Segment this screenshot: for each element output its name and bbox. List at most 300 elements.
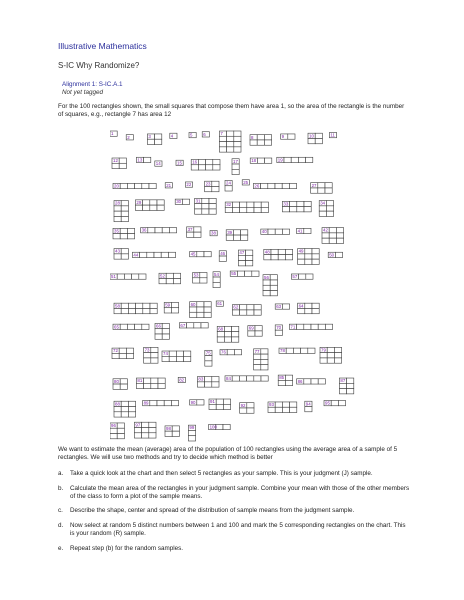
unit-square bbox=[257, 158, 264, 163]
rectangle-65 bbox=[113, 324, 149, 329]
rectangle-number: 51 bbox=[111, 274, 116, 280]
unit-square bbox=[301, 348, 308, 353]
unit-square bbox=[305, 249, 312, 254]
unit-square bbox=[188, 430, 195, 435]
rectangle-66 bbox=[155, 323, 169, 339]
unit-square bbox=[200, 273, 207, 278]
rectangle-29 bbox=[135, 200, 164, 211]
rectangle-number: 10 bbox=[309, 133, 314, 139]
unit-square bbox=[336, 228, 343, 233]
unit-square bbox=[127, 324, 134, 329]
unit-square bbox=[121, 303, 128, 308]
rectangle-number: 14 bbox=[155, 161, 161, 167]
task-steps bbox=[58, 470, 410, 559]
rectangle-number: 7 bbox=[220, 131, 223, 137]
unit-square bbox=[318, 183, 325, 188]
step-d bbox=[58, 522, 410, 538]
rectangle-number: 57 bbox=[292, 274, 298, 280]
rectangle-25 bbox=[242, 180, 249, 185]
unit-square bbox=[110, 434, 117, 439]
rectangle-27 bbox=[311, 183, 333, 194]
rectangle-number: 28 bbox=[115, 200, 120, 206]
unit-square bbox=[136, 383, 143, 388]
unit-square bbox=[306, 157, 313, 162]
rectangle-67 bbox=[179, 323, 208, 328]
unit-square bbox=[155, 334, 162, 339]
rectangle-2 bbox=[126, 135, 133, 140]
rectangle-number: 100 bbox=[209, 424, 217, 430]
unit-square bbox=[172, 426, 179, 431]
unit-square bbox=[254, 305, 261, 310]
unit-square bbox=[157, 205, 164, 210]
unit-square bbox=[151, 353, 158, 358]
unit-square bbox=[205, 377, 212, 382]
brand-name[interactable]: Illustrative Mathematics bbox=[58, 41, 147, 51]
unit-square bbox=[184, 356, 191, 361]
rectangle-54 bbox=[213, 272, 220, 288]
unit-square bbox=[240, 305, 247, 310]
rectangle-number: 21 bbox=[166, 182, 172, 188]
rectangle-21 bbox=[165, 183, 172, 188]
unit-square bbox=[223, 399, 230, 404]
rectangle-number: 6 bbox=[203, 131, 206, 137]
unit-square bbox=[247, 207, 254, 212]
unit-square bbox=[305, 308, 312, 313]
rectangle-number: 4 bbox=[170, 133, 174, 139]
unit-square bbox=[254, 359, 261, 364]
unit-square bbox=[246, 255, 253, 260]
unit-square bbox=[128, 412, 135, 417]
rectangle-49 bbox=[298, 249, 320, 265]
unit-square bbox=[205, 356, 212, 361]
rectangle-number: 39 bbox=[227, 229, 233, 235]
unit-square bbox=[223, 404, 230, 409]
unit-square bbox=[315, 133, 322, 138]
unit-square bbox=[149, 422, 156, 427]
unit-square bbox=[114, 308, 121, 313]
unit-square bbox=[139, 274, 146, 279]
unit-square bbox=[219, 142, 226, 147]
unit-square bbox=[297, 201, 304, 206]
unit-square bbox=[227, 136, 234, 141]
rectangle-37 bbox=[187, 227, 201, 238]
unit-square bbox=[232, 164, 239, 169]
rectangle-number: 40 bbox=[261, 229, 267, 235]
step-text: Repeat step (b) for the random samples. bbox=[70, 544, 184, 552]
unit-square bbox=[338, 400, 345, 405]
unit-square bbox=[311, 324, 318, 329]
rectangle-number: 16 bbox=[192, 159, 198, 165]
step-label: d. bbox=[58, 521, 64, 529]
unit-square bbox=[347, 378, 354, 383]
unit-square bbox=[326, 201, 333, 206]
rectangle-35 bbox=[113, 228, 135, 239]
unit-square bbox=[142, 324, 149, 329]
rectangle-16 bbox=[191, 159, 220, 170]
rectangle-number: 85 bbox=[279, 375, 285, 381]
unit-square bbox=[261, 354, 268, 359]
unit-square bbox=[164, 308, 171, 313]
unit-square bbox=[150, 205, 157, 210]
unit-square bbox=[257, 140, 264, 145]
unit-square bbox=[232, 326, 239, 331]
rectangle-89 bbox=[143, 400, 179, 405]
unit-square bbox=[128, 401, 135, 406]
unit-square bbox=[121, 401, 128, 406]
rectangle-number: 95 bbox=[325, 400, 330, 406]
rectangle-number: 58 bbox=[115, 303, 120, 309]
unit-square bbox=[282, 207, 289, 212]
step-label: c. bbox=[58, 507, 63, 515]
unit-square bbox=[162, 356, 169, 361]
rectangle-30 bbox=[175, 199, 189, 204]
unit-square bbox=[329, 228, 336, 233]
rectangle-number: 13 bbox=[137, 157, 143, 163]
unit-square bbox=[148, 228, 155, 233]
unit-square bbox=[312, 303, 319, 308]
rectangle-86 bbox=[297, 379, 326, 384]
unit-square bbox=[169, 356, 176, 361]
rectangle-15 bbox=[176, 160, 183, 165]
unit-square bbox=[117, 423, 124, 428]
rectangle-number: 26 bbox=[254, 183, 260, 189]
unit-square bbox=[195, 204, 202, 209]
unit-square bbox=[264, 140, 271, 145]
unit-square bbox=[304, 228, 311, 233]
unit-square bbox=[239, 376, 246, 381]
unit-square bbox=[339, 383, 346, 388]
unit-square bbox=[187, 323, 194, 328]
unit-square bbox=[134, 428, 141, 433]
unit-square bbox=[232, 207, 239, 212]
unit-square bbox=[320, 358, 327, 363]
unit-square bbox=[147, 139, 154, 144]
unit-square bbox=[197, 302, 204, 307]
unit-square bbox=[246, 250, 253, 255]
unit-square bbox=[120, 228, 127, 233]
task-intro: We want to estimate the mean (average) area of the population of 100 rectangles using the average area of a sample of 5 rectangles. We will use two methods and try to decide which method is better bbox=[58, 446, 398, 462]
unit-square bbox=[263, 291, 270, 296]
unit-square bbox=[288, 134, 295, 139]
unit-square bbox=[190, 307, 197, 312]
rectangle-number: 46 bbox=[220, 250, 226, 256]
unit-square bbox=[319, 211, 326, 216]
rectangle-number: 74 bbox=[163, 351, 168, 357]
unit-square bbox=[114, 206, 121, 211]
rectangle-77 bbox=[254, 349, 268, 370]
rectangle-number: 33 bbox=[283, 201, 289, 207]
unit-square bbox=[142, 428, 149, 433]
unit-square bbox=[252, 271, 259, 276]
unit-square bbox=[127, 183, 134, 188]
unit-square bbox=[320, 353, 327, 358]
rectangle-number: 71 bbox=[290, 324, 296, 330]
rectangle-99 bbox=[188, 425, 195, 441]
rectangle-number: 52 bbox=[160, 273, 165, 279]
unit-square bbox=[150, 308, 157, 313]
intro-paragraph: For the 100 rectangles shown, the small squares that compose them have area 1, so the area of the rectangle is the number of squares, e.g., rectangle 7 has area 12 bbox=[58, 103, 405, 119]
unit-square bbox=[150, 400, 157, 405]
unit-square bbox=[312, 308, 319, 313]
unit-square bbox=[248, 331, 255, 336]
unit-square bbox=[117, 434, 124, 439]
unit-square bbox=[334, 358, 341, 363]
unit-square bbox=[311, 379, 318, 384]
unit-square bbox=[135, 183, 142, 188]
unit-square bbox=[120, 183, 127, 188]
unit-square bbox=[151, 347, 158, 352]
unit-square bbox=[144, 157, 151, 162]
rectangle-17 bbox=[232, 159, 239, 175]
rectangle-number: 65 bbox=[114, 324, 119, 330]
unit-square bbox=[290, 207, 297, 212]
step-e bbox=[58, 545, 410, 553]
unit-square bbox=[322, 233, 329, 238]
unit-square bbox=[305, 259, 312, 264]
unit-square bbox=[247, 310, 254, 315]
unit-square bbox=[171, 308, 178, 313]
unit-square bbox=[232, 332, 239, 337]
rectangle-60 bbox=[190, 302, 212, 318]
unit-square bbox=[157, 400, 164, 405]
rectangle-84 bbox=[225, 376, 268, 381]
unit-square bbox=[197, 400, 204, 405]
rectangle-number: 68 bbox=[218, 326, 224, 332]
rectangle-number: 45 bbox=[190, 251, 196, 257]
rectangle-number: 32 bbox=[226, 202, 232, 208]
unit-square bbox=[144, 358, 151, 363]
unit-square bbox=[151, 383, 158, 388]
unit-square bbox=[171, 400, 178, 405]
unit-square bbox=[213, 165, 220, 170]
unit-square bbox=[298, 254, 305, 259]
unit-square bbox=[119, 163, 126, 168]
rectangle-31 bbox=[195, 198, 217, 214]
unit-square bbox=[261, 376, 268, 381]
rectangle-32 bbox=[225, 202, 268, 213]
unit-square bbox=[204, 312, 211, 317]
rectangle-7 bbox=[219, 131, 241, 152]
unit-square bbox=[121, 412, 128, 417]
unit-square bbox=[128, 407, 135, 412]
unit-square bbox=[284, 157, 291, 162]
unit-square bbox=[299, 274, 306, 279]
unit-square bbox=[126, 348, 133, 353]
rectangle-19 bbox=[277, 157, 313, 162]
unit-square bbox=[143, 303, 150, 308]
unit-square bbox=[197, 252, 204, 257]
unit-square bbox=[162, 329, 169, 334]
unit-square bbox=[162, 323, 169, 328]
unit-square bbox=[275, 330, 282, 335]
unit-square bbox=[149, 183, 156, 188]
unit-square bbox=[147, 252, 154, 257]
rectangle-69 bbox=[248, 326, 262, 337]
rectangle-number: 9 bbox=[281, 134, 285, 140]
rectangle-number: 70 bbox=[276, 324, 282, 330]
rectangle-number: 2 bbox=[127, 134, 130, 140]
rectangle-number: 73 bbox=[144, 347, 150, 353]
unit-square bbox=[135, 324, 142, 329]
rectangle-number: 47 bbox=[239, 250, 245, 256]
unit-square bbox=[209, 198, 216, 203]
rectangle-92 bbox=[240, 403, 254, 414]
rectangle-33 bbox=[282, 201, 311, 212]
rectangle-number: 49 bbox=[298, 248, 304, 254]
unit-square bbox=[308, 138, 315, 143]
unit-square bbox=[254, 202, 261, 207]
unit-square bbox=[226, 235, 233, 240]
unit-square bbox=[195, 209, 202, 214]
step-text: Take a quick look at the chart and then select 5 rectangles as your sample. This is your judgment (J) sample. bbox=[70, 470, 373, 477]
unit-square bbox=[114, 412, 121, 417]
rectangle-number: 20 bbox=[114, 183, 119, 189]
unit-square bbox=[282, 183, 289, 188]
rectangle-26 bbox=[253, 183, 296, 188]
rectangle-number: 11 bbox=[330, 132, 335, 138]
unit-square bbox=[198, 165, 205, 170]
rectangle-57 bbox=[291, 274, 313, 279]
unit-square bbox=[120, 379, 127, 384]
rectangle-83 bbox=[197, 377, 219, 388]
unit-square bbox=[291, 157, 298, 162]
unit-square bbox=[151, 358, 158, 363]
unit-square bbox=[197, 312, 204, 317]
rectangle-number: 76 bbox=[221, 349, 226, 355]
rectangle-number: 96 bbox=[111, 423, 116, 429]
unit-square bbox=[232, 376, 239, 381]
unit-square bbox=[216, 404, 223, 409]
unit-square bbox=[227, 350, 234, 355]
rectangle-number: 38 bbox=[211, 230, 216, 236]
unit-square bbox=[275, 407, 282, 412]
rectangle-97 bbox=[134, 422, 156, 438]
unit-square bbox=[150, 303, 157, 308]
unit-square bbox=[286, 348, 293, 353]
step-text: Describe the shape, center and spread of the distribution of sample means from the judgment sample. bbox=[70, 507, 355, 515]
step-label: a. bbox=[58, 470, 64, 477]
unit-square bbox=[149, 428, 156, 433]
unit-square bbox=[240, 408, 247, 413]
unit-square bbox=[261, 207, 268, 212]
unit-square bbox=[247, 202, 254, 207]
unit-square bbox=[225, 186, 232, 191]
unit-square bbox=[271, 255, 278, 260]
unit-square bbox=[275, 402, 282, 407]
rectangle-number: 31 bbox=[195, 198, 201, 204]
unit-square bbox=[285, 249, 292, 254]
unit-square bbox=[254, 354, 261, 359]
rectangle-number: 89 bbox=[143, 400, 149, 406]
unit-square bbox=[270, 275, 277, 280]
rectangle-55 bbox=[230, 271, 259, 276]
unit-square bbox=[213, 282, 220, 287]
unit-square bbox=[261, 349, 268, 354]
rectangle-number: 22 bbox=[186, 182, 192, 188]
rectangle-5 bbox=[189, 132, 196, 137]
unit-square bbox=[255, 326, 262, 331]
rectangle-34 bbox=[319, 201, 333, 217]
unit-square bbox=[114, 254, 121, 259]
unit-square bbox=[227, 142, 234, 147]
unit-square bbox=[184, 351, 191, 356]
rectangle-59 bbox=[164, 302, 178, 313]
rectangle-88 bbox=[114, 401, 136, 417]
rectangle-number: 25 bbox=[243, 179, 249, 185]
step-c bbox=[58, 507, 410, 515]
unit-square bbox=[136, 303, 143, 308]
unit-square bbox=[263, 280, 270, 285]
rectangle-28 bbox=[114, 201, 128, 222]
alignment-link[interactable]: Alignment 1: S-IC.A.1 bbox=[62, 81, 123, 88]
rectangle-number: 30 bbox=[176, 199, 182, 205]
unit-square bbox=[197, 382, 204, 387]
rectangle-48 bbox=[264, 249, 293, 260]
unit-square bbox=[224, 332, 231, 337]
rectangle-38 bbox=[210, 231, 217, 236]
unit-square bbox=[209, 204, 216, 209]
rectangle-72 bbox=[112, 348, 134, 359]
rectangle-41 bbox=[297, 228, 311, 233]
unit-square bbox=[193, 278, 200, 283]
rectangle-number: 81 bbox=[137, 378, 143, 384]
unit-square bbox=[217, 332, 224, 337]
unit-square bbox=[164, 400, 171, 405]
rectangle-51 bbox=[110, 274, 146, 279]
unit-square bbox=[194, 227, 201, 232]
rectangle-42 bbox=[322, 228, 344, 244]
unit-square bbox=[312, 254, 319, 259]
unit-square bbox=[212, 382, 219, 387]
unit-square bbox=[335, 252, 342, 257]
unit-square bbox=[327, 358, 334, 363]
rectangle-52 bbox=[159, 273, 181, 284]
rectangle-24 bbox=[225, 180, 232, 191]
unit-square bbox=[285, 380, 292, 385]
rectangle-81 bbox=[136, 378, 165, 389]
unit-square bbox=[238, 261, 245, 266]
rectangle-18 bbox=[250, 158, 272, 163]
rectangle-95 bbox=[324, 400, 346, 405]
unit-square bbox=[117, 274, 124, 279]
unit-square bbox=[128, 303, 135, 308]
unit-square bbox=[254, 365, 261, 370]
rectangle-56 bbox=[263, 275, 277, 296]
rectangle-number: 93 bbox=[269, 402, 274, 408]
unit-square bbox=[209, 209, 216, 214]
unit-square bbox=[282, 402, 289, 407]
rectangle-number: 64 bbox=[298, 303, 304, 309]
unit-square bbox=[304, 379, 311, 384]
rectangle-number: 87 bbox=[340, 378, 346, 384]
unit-square bbox=[206, 165, 213, 170]
unit-square bbox=[325, 188, 332, 193]
unit-square bbox=[270, 291, 277, 296]
unit-square bbox=[293, 348, 300, 353]
unit-square bbox=[127, 228, 134, 233]
rectangle-79 bbox=[320, 347, 342, 363]
unit-square bbox=[327, 347, 334, 352]
unit-square bbox=[219, 147, 226, 152]
unit-square bbox=[202, 204, 209, 209]
rectangle-63 bbox=[275, 304, 289, 309]
unit-square bbox=[298, 259, 305, 264]
unit-square bbox=[114, 407, 121, 412]
tag-status: Not yet tagged bbox=[62, 89, 103, 96]
rectangle-93 bbox=[268, 402, 297, 413]
rectangle-number: 75 bbox=[205, 350, 211, 356]
unit-square bbox=[136, 308, 143, 313]
